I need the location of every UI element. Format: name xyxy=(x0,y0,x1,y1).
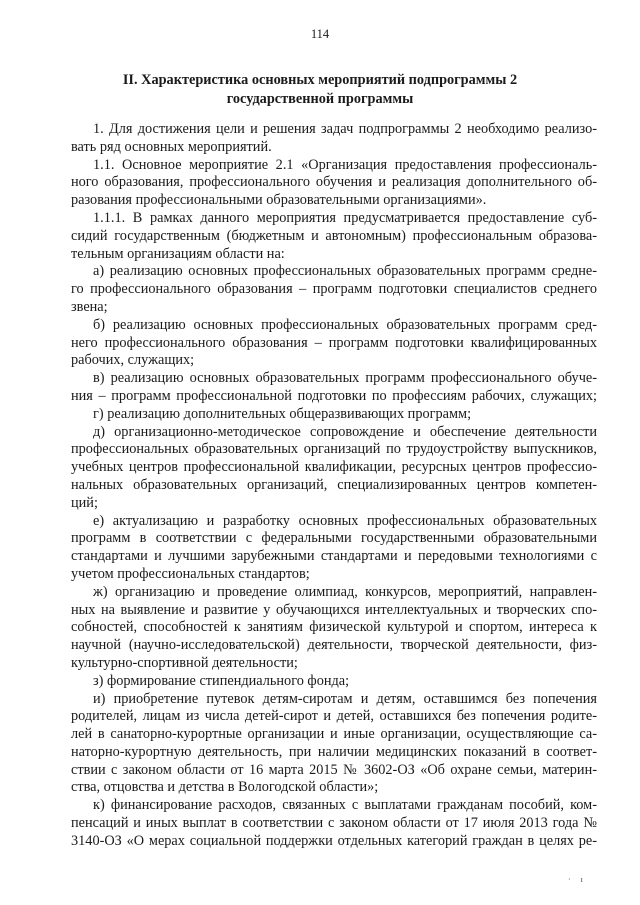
text-line: ж) организацию и проведение олимпиад, конкурсов, мероприятий, направлен- xyxy=(93,583,597,600)
text-line: собностей, способностей к занятиям физической культурой и спортом, интереса к xyxy=(71,619,597,636)
text-line: тельным организациям области на: xyxy=(71,245,285,262)
text-line: 1.1. Основное мероприятие 2.1 «Организация предоставления профессиональ- xyxy=(93,156,597,173)
text-line: лей в санаторно-курортные организации и иные организации, осуществляющие са- xyxy=(71,726,597,743)
text-line: и) приобретение путевок детям-сиротам и детям, оставшимся без попечения xyxy=(93,690,597,707)
text-line: а) реализацию основных профессиональных образовательных программ средне- xyxy=(93,263,597,280)
text-line: ного образования, профессионального обучения и реализация дополнительного об- xyxy=(71,174,597,191)
text-line: него профессионального образования – программ подготовки квалифицированных xyxy=(71,334,597,351)
text-line: г) реализацию дополнительных общеразвивающих программ; xyxy=(93,405,472,422)
text-line: пенсаций и иных выплат в соответствии с законом области от 17 июля 2013 года № xyxy=(71,815,597,832)
text-line: нальных образовательных организаций, специализированных центров компетен- xyxy=(71,476,597,493)
text-line: учебных центров профессиональной квалификации, ресурсных центров профессио- xyxy=(71,459,597,476)
text-line: 1. Для достижения цели и решения задач подпрограммы 2 необходимо реализо- xyxy=(93,121,597,137)
text-line: го профессионального образования – программ подготовки специалистов среднего xyxy=(71,281,597,298)
section-heading-line-1: II. Характеристика основных мероприятий подпрограммы 2 xyxy=(122,72,518,88)
text-line: ствии с законом области от 16 марта 2015 № 3602-ОЗ «Об охране семьи, материн- xyxy=(71,761,597,778)
text-line: разования профессиональными образовательными организациями». xyxy=(71,192,487,209)
page-number: 114 xyxy=(310,27,330,41)
text-line: научной (научно-исследовательской) деятельности, творческой деятельности, физ- xyxy=(71,637,597,654)
text-line: ния – программ профессиональной подготовки по профессиям рабочих, служащих; xyxy=(71,387,597,404)
text-line: 3140-ОЗ «О мерах социальной поддержки отдельных категорий граждан в целях ре- xyxy=(71,832,597,849)
text-line: рабочих, служащих; xyxy=(71,352,195,369)
body-text xyxy=(71,121,597,851)
section-heading-line-2: государственной программы xyxy=(226,91,414,107)
text-line: звена; xyxy=(71,298,108,315)
text-line: е) актуализацию и разработку основных профессиональных образовательных xyxy=(93,512,597,529)
section-heading xyxy=(90,71,550,109)
text-line: 1.1.1. В рамках данного мероприятия предусматривается предоставление суб- xyxy=(93,209,597,226)
text-line: ства, отцовства и детства в Вологодской области»; xyxy=(71,779,379,796)
text-line: стандартами и лучшими зарубежными стандартами и передовыми технологиями с xyxy=(71,548,597,565)
text-line: сидий государственным (бюджетным и автономным) профессиональным образова- xyxy=(71,227,597,244)
scan-marks: · ı xyxy=(568,875,587,884)
text-line: учетом профессиональных стандартов; xyxy=(71,565,310,582)
text-line: программ в соответствии с федеральными государственными образовательными xyxy=(71,530,597,547)
text-line: ций; xyxy=(71,494,98,511)
text-line: з) формирование стипендиального фонда; xyxy=(93,672,350,689)
text-line: профессиональных образовательных организаций по трудоустройству выпускников, xyxy=(71,441,597,458)
text-line: д) организационно-методическое сопровождение и обеспечение деятельности xyxy=(93,423,597,440)
text-line: наторно-курортную деятельность, при наличии медицинских показаний в соответ- xyxy=(71,743,597,760)
text-line: к) финансирование расходов, связанных с выплатами гражданам пособий, ком- xyxy=(93,797,597,814)
text-line: вать ряд основных мероприятий. xyxy=(71,138,272,155)
text-line: культурно-спортивной деятельности; xyxy=(71,654,298,671)
text-line: родителей, лицам из числа детей-сирот и детей, оставшихся без попечения родите- xyxy=(71,708,597,725)
text-line: б) реализацию основных профессиональных образовательных программ сред- xyxy=(93,316,597,333)
text-line: в) реализацию основных образовательных программ профессионального обуче- xyxy=(93,370,597,387)
text-line: ных на выявление и развитие у обучающихся интеллектуальных и творческих спо- xyxy=(71,601,597,618)
